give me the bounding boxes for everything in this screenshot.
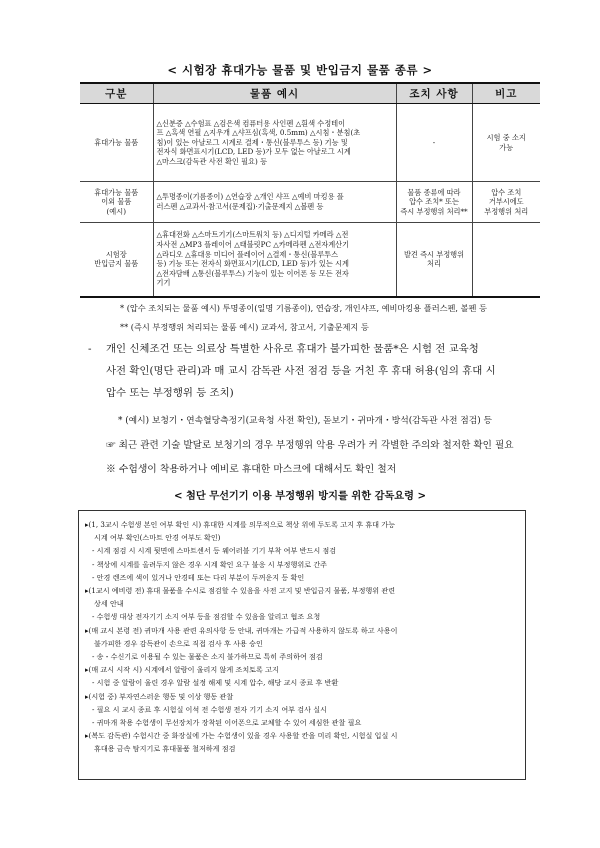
cell-line: 시험 중 소지 xyxy=(486,132,526,142)
guide-item: ▸(매 교시 시작 시) 시계에서 알람이 울리지 않게 조치토록 고지 xyxy=(85,665,279,675)
cell-category xyxy=(80,223,153,297)
cell-line: △전자담배 △통신(블루투스) 기능이 있는 이어폰 등 모든 전자 xyxy=(156,268,349,278)
cell-action xyxy=(396,182,472,223)
cell-line: △라디오 △휴대용 미디어 플레이어 △결제・통신(블루투스 xyxy=(156,249,339,259)
cell-line: 기기 xyxy=(156,278,171,288)
header-note: 비고 xyxy=(472,83,540,104)
cell-action xyxy=(396,223,472,297)
cell-line: 휴대가능 물품 xyxy=(94,187,139,197)
section-title: < 첨단 무선기기 이용 부정행위 방지를 위한 감독요령 > xyxy=(173,491,427,502)
guide-item: 시계 여부 확인(스마트 안경 여부도 확인) xyxy=(94,533,221,543)
cell-category xyxy=(80,104,153,182)
cell-line: 가능 xyxy=(499,142,514,152)
table-row xyxy=(80,182,540,223)
hearing-aid-warning: ☞ 최근 관련 기술 발달로 보청기의 경우 부정행위 악용 우려가 커 각별한 주의와 철저한 확인 필요 xyxy=(106,440,514,451)
cell-note xyxy=(472,182,540,223)
supervision-guide-box xyxy=(78,510,526,780)
guide-sub-item: - 송・수신기로 이용될 수 있는 물품은 소지 불가하므로 특히 주의하여 점검 xyxy=(92,652,323,662)
paragraph-line: 사전 확인(명단 관리)과 매 교시 감독관 사전 점검 등을 거친 후 휴대 허용(임의 휴대 시 xyxy=(106,365,496,377)
header-action: 조치 사항 xyxy=(396,83,472,104)
cell-note xyxy=(472,223,540,297)
cell-category xyxy=(80,182,153,223)
medical-items-paragraph xyxy=(88,338,558,404)
example-note: * (예시) 보청기・연속혈당측정기(교육청 사전 확인), 돋보기・귀마개・방석(감독관 사전 점검) 등 xyxy=(118,416,492,426)
cell-line: △휴대전화 △스마트기기(스마트워치 등) △디지털 카메라 △전 xyxy=(156,230,349,240)
cell-example xyxy=(153,104,396,182)
guide-sub-item: - 시계 점검 시 시계 뒷면에 스마트센서 등 웨어러블 기기 부착 여부 반드시 점검 xyxy=(92,546,337,556)
cell-line: 프 △흑색 연필 △지우개 △샤프심(흑색, 0.5mm) △시침・분침(초 xyxy=(156,128,361,138)
cell-line: △마스크(감독관 사전 확인 필요) 등 xyxy=(156,156,268,166)
guide-sub-item: - 필요 시 교시 종료 후 시험실 이석 전 수험생 전자 기기 소지 여부 검사 실시 xyxy=(92,704,327,714)
guide-item: ▸(복도 감독관) 수험시간 중 화장실에 가는 수험생이 있을 경우 사용할 칸을 미리 확인, 시험실 입실 시 xyxy=(85,731,398,741)
guide-sub-item: - 시험 중 알람이 울린 경우 알람 설정 해제 및 시계 압수, 해당 교시 종료 후 반환 xyxy=(92,678,339,688)
dash-bullet: - xyxy=(88,343,92,355)
cell-line: 발견 즉시 부정행위 xyxy=(403,249,465,259)
table-row xyxy=(80,104,540,182)
cell-line: 압수 조치* 또는 xyxy=(409,197,459,207)
cell-line: 거부시에도 xyxy=(488,197,524,207)
footnote-cheating: ** (즉시 부정행위 처리되는 물품 예시) 교과서, 참고서, 기출문제지 등 xyxy=(120,322,369,332)
cell-line: 처리 xyxy=(427,259,441,269)
cell-example xyxy=(153,223,396,297)
mask-note: ※ 수험생이 착용하거나 예비로 휴대한 마스크에 대해서도 확인 철저 xyxy=(106,464,397,475)
cell-line: 이외 물품 xyxy=(101,197,132,207)
guide-sub-item: - 귀마개 착용 수험생이 무선장치가 장착된 이어폰으로 교체할 수 있어 세심한 관찰 필요 xyxy=(92,718,362,728)
cell-line: 자사전 △MP3 플레이어 △태블릿PC △카메라펜 △전자계산기 xyxy=(156,240,350,250)
guide-sub-item: - 수험생 대상 전자기기 소지 여부 등을 점검할 수 있음을 알리고 협조 요청 xyxy=(92,612,321,622)
cell-line: 부정행위 처리 xyxy=(484,206,529,216)
paragraph-line: 개인 신체조건 또는 의료상 특별한 사유로 휴대가 불가피한 물품*은 시험 전 교육청 xyxy=(106,343,479,355)
cell-line: 휴대가능 물품 xyxy=(94,137,139,147)
guide-sub-item: - 책상에 시계를 올려두지 않은 경우 시계 확인 요구 불응 시 부정행위로 간주 xyxy=(92,559,328,569)
cell-action xyxy=(396,104,472,182)
cell-line: 침)이 있는 아날로그 시계로 결제・통신(블루투스 등) 기능 및 xyxy=(156,137,348,147)
header-example: 물품 예시 xyxy=(153,83,396,104)
cell-example xyxy=(153,182,396,223)
guide-item: ▸(매 교시 본령 전) 귀마개 사용 관련 유의사항 등 안내, 귀마개는 가급적 사용하지 않도록 하고 사용이 xyxy=(85,625,398,635)
cell-line: 압수 조치 xyxy=(491,187,522,197)
guide-item: ▸(1교시 예비령 전) 휴대 물품을 수시로 점검할 수 있음을 사전 고지 및 반입금지 물품, 부정행위 관련 xyxy=(85,586,396,596)
page-title: < 시험장 휴대가능 물품 및 반입금지 물품 종류 > xyxy=(167,63,433,77)
paragraph-line: 압수 또는 부정행위 등 조치) xyxy=(106,387,234,399)
cell-line: - xyxy=(432,137,436,147)
guide-item: 휴대용 금속 탐지기로 휴대물품 철저하게 점검 xyxy=(94,744,236,754)
cell-note xyxy=(472,104,540,182)
cell-line: △투명종이(기름종이) △연습장 △개인 샤프 △예비 마킹용 플 xyxy=(156,192,344,202)
header-category: 구분 xyxy=(80,83,153,104)
cell-line: (예시) xyxy=(106,206,126,216)
items-table xyxy=(80,82,540,298)
guide-sub-item: - 안경 렌즈에 색이 있거나 안경테 또는 다리 부분이 두꺼운지 등 확인 xyxy=(92,572,305,582)
cell-line: 전자식 화면표시기(LCD, LED 등)가 모두 없는 아날로그 시계 xyxy=(156,147,351,157)
cell-line: 시험장 xyxy=(105,249,127,259)
guide-item: 상세 안내 xyxy=(94,599,124,609)
guide-item: ▸(1, 3교시 수험생 본인 여부 확인 시) 휴대한 시계를 의무적으로 책상 위에 두도록 고지 후 휴대 가능 xyxy=(85,520,395,529)
cell-line: 물품 종류에 따라 xyxy=(407,187,461,197)
guide-item: 불가피한 경우 감독관이 손으로 직접 검사 후 사용 승인 xyxy=(94,638,263,648)
cell-line: 러스펜 △교과서·참고서(문제집)·기출문제지 △볼펜 등 xyxy=(156,202,324,211)
cell-line: 즉시 부정행위 처리** xyxy=(400,206,468,216)
footnote-seize: * (압수 조치되는 물품 예시) 투명종이(일명 기름종이), 연습장, 개인샤프, 예비마킹용 플러스펜, 볼펜 등 xyxy=(120,303,487,313)
cell-line: △신분증 △수험표 △검은색 컴퓨터용 사인펜 △흰색 수정테이 xyxy=(156,118,346,128)
guide-item: ▸(시험 중) 부자연스러운 행동 및 이상 행동 관찰 xyxy=(85,691,234,701)
cell-line: 반입금지 물품 xyxy=(94,259,139,269)
cell-line: 등) 기능 또는 전자식 화면표시기(LCD, LED 등)가 있는 시계 xyxy=(156,259,349,269)
table-header-row xyxy=(80,83,540,104)
table-row xyxy=(80,223,540,297)
